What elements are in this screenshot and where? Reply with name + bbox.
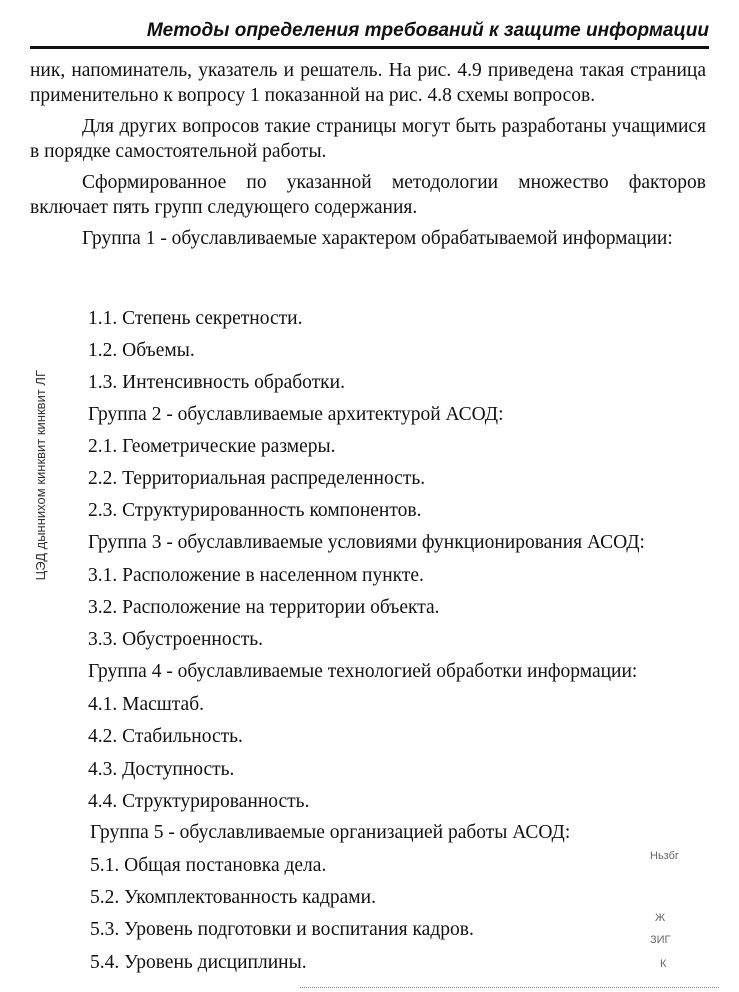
list-item: 4.3. Доступность. <box>88 759 235 780</box>
margin-mark: ЗИГ <box>650 934 671 946</box>
running-header-title: Методы определения требований к защите информации <box>146 20 709 41</box>
list-item: 1.2. Объемы. <box>88 340 195 361</box>
list-item: 4.2. Стабильность. <box>88 726 243 747</box>
list-item: 2.3. Структурированность компонентов. <box>88 500 422 521</box>
list-item: 3.2. Расположение на территории объекта. <box>88 597 440 618</box>
list-item: 4.1. Масштаб. <box>88 694 205 715</box>
list-item: 5.4. Уровень дисциплины. <box>90 952 307 973</box>
list-item: 2.1. Геометрические размеры. <box>88 436 336 457</box>
list-item: 1.3. Интенсивность обработки. <box>88 372 345 393</box>
body-text <box>30 58 706 251</box>
group-heading: Группа 3 - обуславливаемые условиями функционирования АСОД: <box>88 532 645 553</box>
list-item: 5.2. Укомплектованность кадрами. <box>90 887 376 908</box>
scan-noise <box>300 983 719 988</box>
list-item: 2.2. Территориальная распределенность. <box>88 468 426 489</box>
margin-mark: Ж <box>655 912 666 924</box>
list-item: 5.1. Общая постановка дела. <box>90 855 327 876</box>
paragraph: Для других вопросов такие страницы могут быть разработаны учащимися в порядке самостоятельной работы. <box>30 116 706 162</box>
margin-mark: К <box>660 958 667 970</box>
list-item: 4.4. Структурированность. <box>88 791 310 812</box>
margin-mark: Ньзбг <box>650 850 679 862</box>
library-stamp-text: ЦЭД дыннихом кинквит кинквит ЛГ <box>32 369 48 581</box>
paragraph: ник, напоминатель, указатель и решатель. На рис. 4.9 приведена такая страница применительно к вопросу 1 показанной на рис. 4.8 схемы вопросов. <box>30 60 706 106</box>
group-heading: Группа 5 - обуславливаемые организацией работы АСОД: <box>90 822 571 843</box>
library-stamp <box>28 340 52 610</box>
list-item: 3.3. Обустроенность. <box>88 629 263 650</box>
list-item: 3.1. Расположение в населенном пункте. <box>88 565 424 586</box>
running-header <box>30 16 709 49</box>
paragraph: Группа 1 - обуславливаемые характером обрабатываемой информации: <box>82 228 673 249</box>
group-heading: Группа 4 - обуславливаемые технологией обработки информации: <box>88 661 638 682</box>
group-heading: Группа 2 - обуславливаемые архитектурой АСОД: <box>88 404 504 425</box>
list-item: 5.3. Уровень подготовки и воспитания кадров. <box>90 919 474 940</box>
paragraph: Сформированное по указанной методологии множество факторов включает пять групп следующего содержания. <box>30 172 706 218</box>
list-item: 1.1. Степень секретности. <box>88 308 303 329</box>
